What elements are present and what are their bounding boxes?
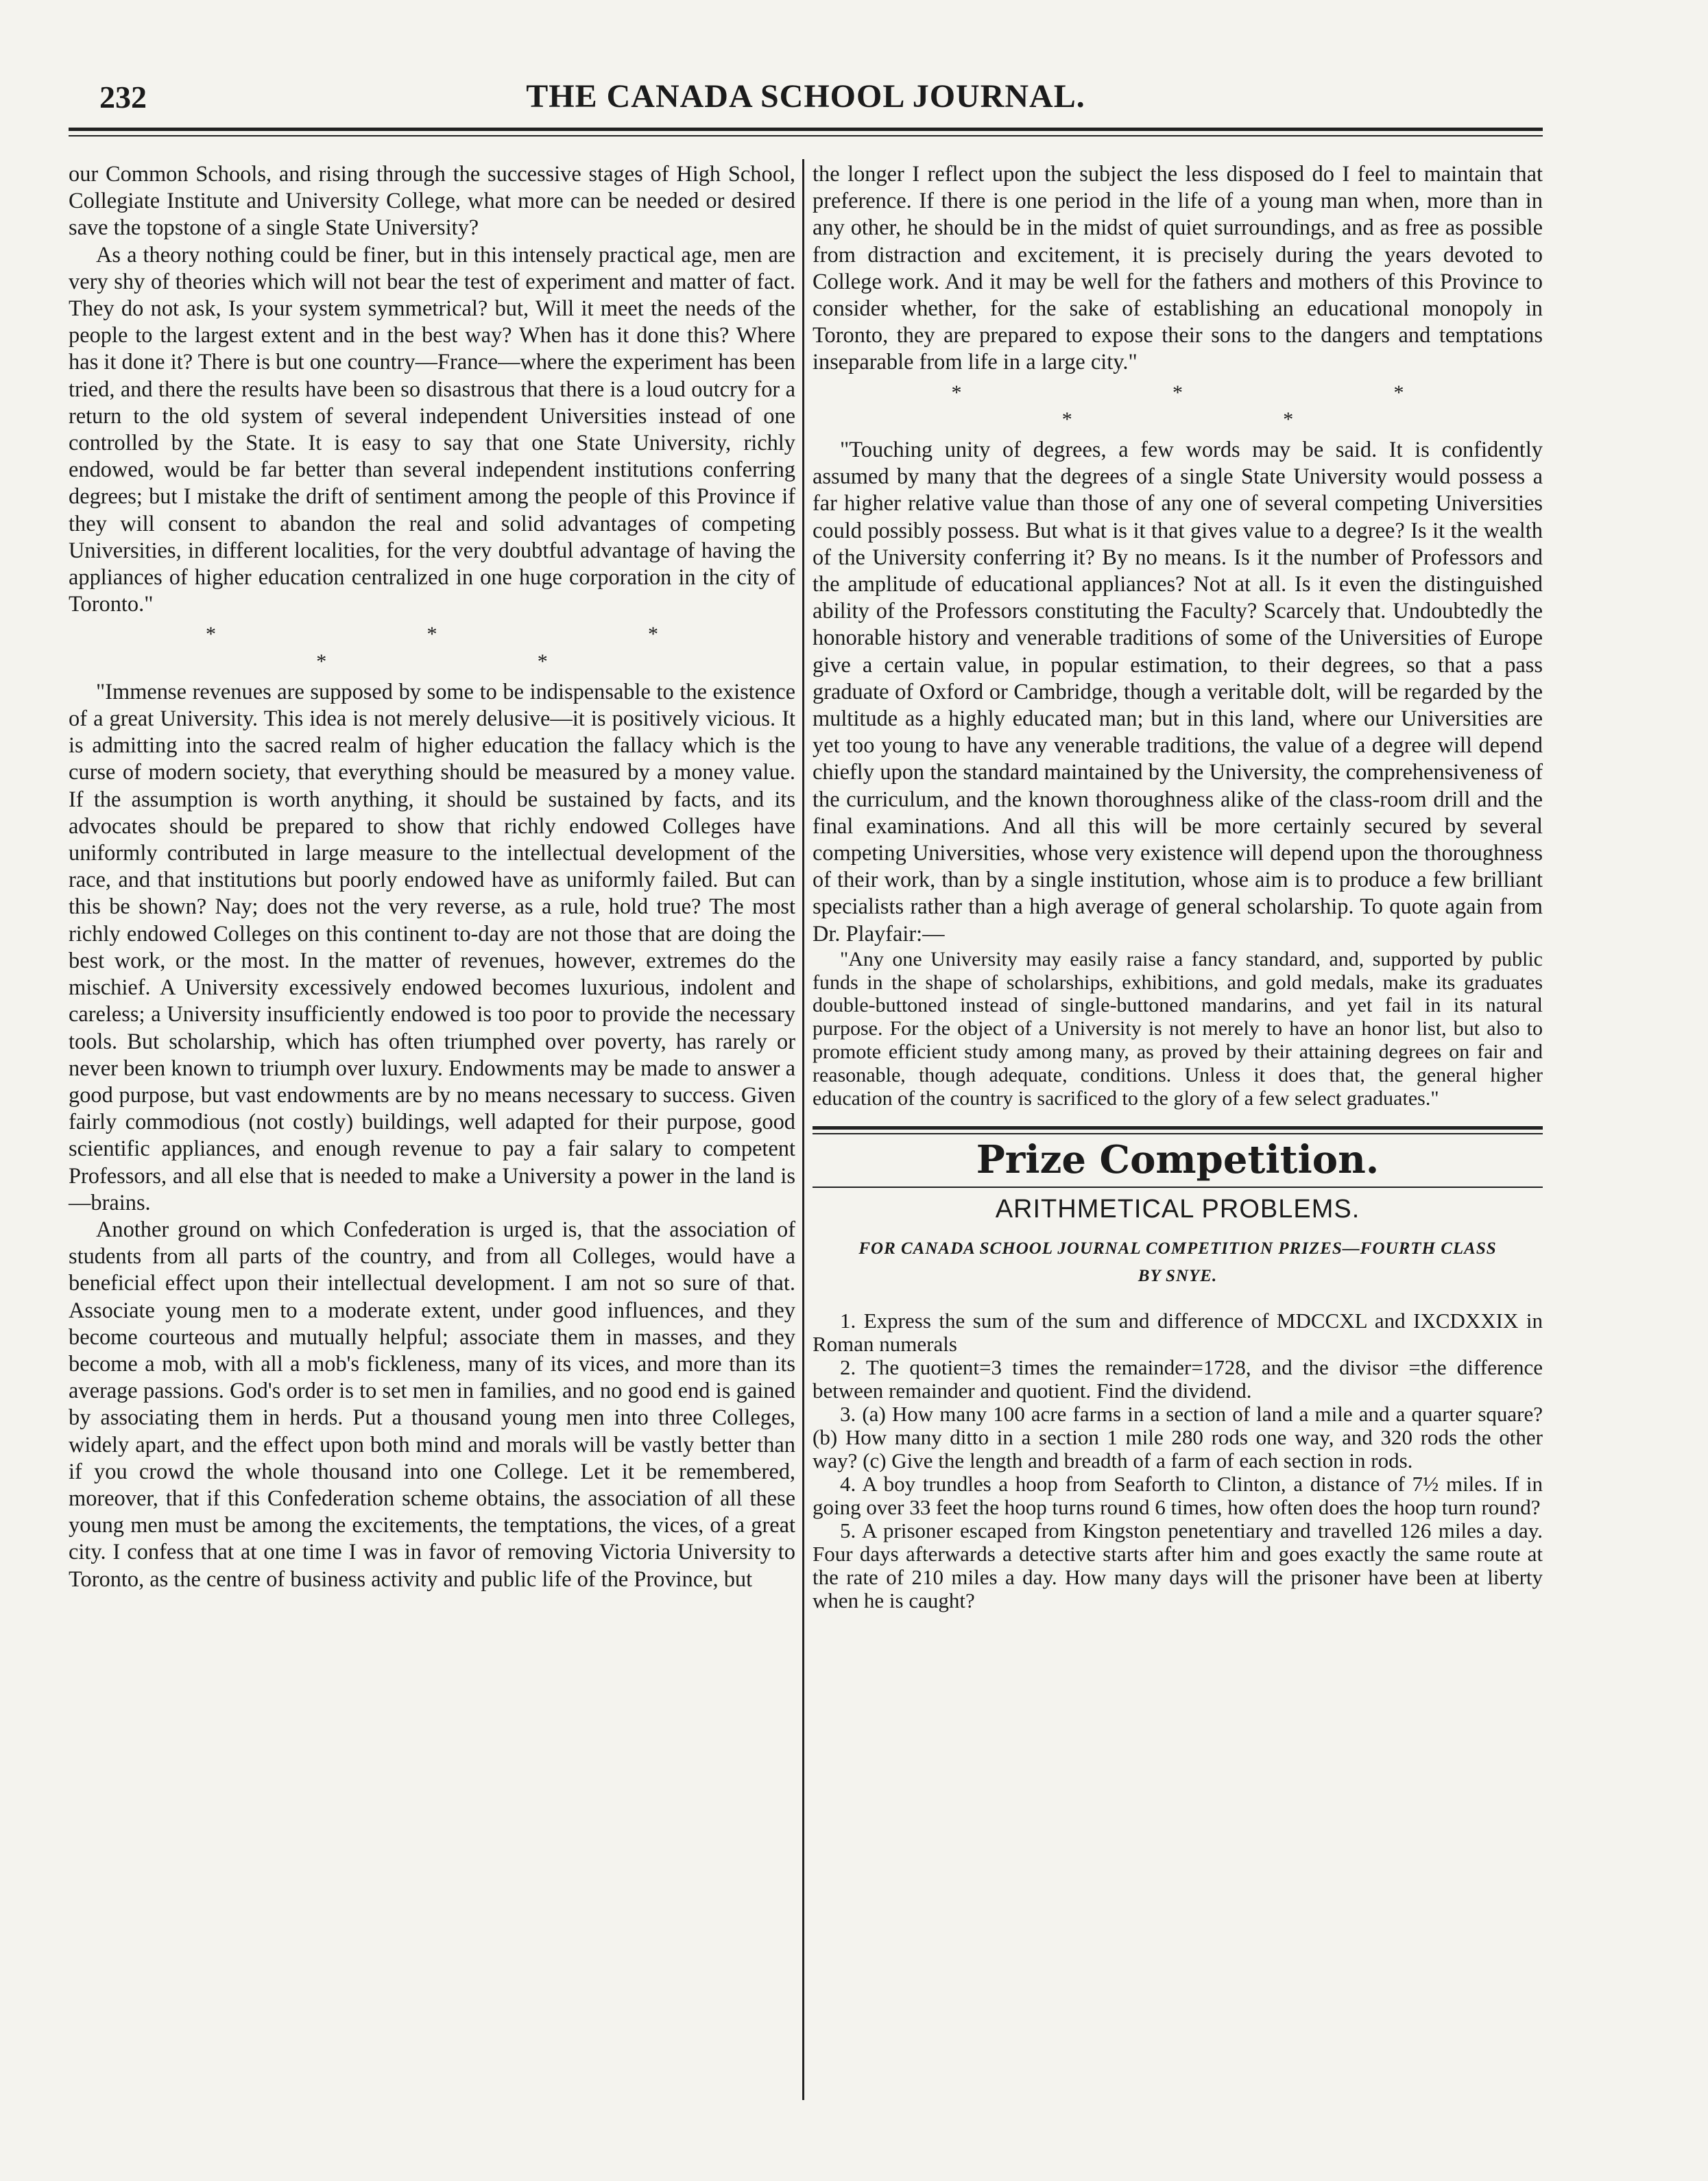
right-column [813,161,1543,1612]
left-paragraph-1: our Common Schools, and rising through the successive stages of High School, Collegiate Institute and University College, what more can be needed or desired save the topstone of a single State University? [69,162,795,241]
right-paragraph-1: the longer I reflect upon the subject the less disposed do I feel to maintain that preference. If there is one period in the life of a young man when, more than in any other, he should be in the midst of quiet surroundings, and as free as possible from distraction and excitement, it is precisely during the years devoted to College work. And it may be well for the fathers and mothers of this Province to consider whether, for the sake of establishing an educational monopoly in Toronto, they are prepared to expose their sons to the dangers and temptations inseparable from life in a large city." [813,162,1543,375]
title-rule [813,1187,1543,1188]
problem-item: 3. (a) How many 100 acre farms in a section of land a mile and a quarter square? (b) How many ditto in a section 1 mile 280 rods one way, and 320 rods the other way? (c) Give the length and breadth of a farm of each section in rods. [813,1401,1543,1473]
competition-subheading [813,1235,1543,1290]
page-header [69,65,1543,127]
journal-title: THE CANADA SCHOOL JOURNAL. [526,78,1085,115]
left-paragraph-2: As a theory nothing could be finer, but in this intensely practical age, men are very shy of theories which will not bear the test of experiment and matter of fact. They do not ask, Is your system symmetrical? but, Will it meet the needs of the people to the largest extent and in the best way? When has it done this? Where has it done it? There is but one country—France—where the experiment has been tried, and there the results have been so disastrous that there is a loud outcry for a return to the old system of several independent Universities instead of one controlled by the State. It is easy to say that one State University, richly endowed, would be far better than several independent institutions conferring degrees; but I mistake the drift of sentiment among the people of this Province if they will consent to abandon the real and solid advantages of competing Universities, in different localities, for the very doubtful advantage of having the appliances of higher education centralized in one huge corporation in the city of Toronto." [69,242,795,617]
problem-item: 1. Express the sum of the sum and difference of MDCCXL and IXCDXXIX in Roman numerals [813,1308,1543,1356]
problem-item: 2. The quotient=3 times the remainder=1728, and the divisor =the difference between remainder and quotient. Find the dividend. [813,1355,1543,1403]
prize-competition-title: Prize Competition. [976,1137,1380,1183]
arithmetical-problems-heading: ARITHMETICAL PROBLEMS. [995,1194,1360,1224]
competition-subheading-line-1: FOR CANADA SCHOOL JOURNAL COMPETITION PRIZES—FOURTH CLASS [858,1239,1497,1258]
left-paragraph-3: "Immense revenues are supposed by some to be indispensable to the existence of a great University. This idea is not merely delusive—it is positively vicious. It is admitting into the sacred realm of higher education the fallacy which is the curse of modern society, that everything should be measured by a money value. If the assumption is worth anything, it should be sustained by facts, and its advocates should be prepared to show that richly endowed Colleges have uniformly contributed in large measure to the intellectual development of the race, and that institutions but poorly endowed have as uniformly failed. But can this be shown? Nay; does not the very reverse, as a rule, hold true? The most richly endowed Colleges on this continent to-day are not those that are doing the best work, or the most. In the matter of revenues, however, extremes do the mischief. A University excessively endowed becomes luxurious, indolent and careless; a University insufficiently endowed is too poor to provide the necessary tools. But scholarship, which has often triumphed over poverty, has rarely or never been known to triumph over luxury. Endowments may be made to answer a good purpose, but vast endowments are by no means necessary to success. Given fairly commodious (not costly) buildings, well adapted for their purpose, good scientific appliances, and enough revenue to pay a fair salary to competent Professors, and all else that is needed to make a University a power in the land is—brains. [69,679,795,1215]
section-break-stars: * * * * * [206,623,761,673]
playfair-quote: "Any one University may easily raise a fancy standard, and, supported by public funds in the shape of scholarships, exhibitions, and gold medals, make its graduates double-buttoned instead of single-buttoned mandarins, and yet fail in its natural purpose. For the object of a University is not merely to have an honor list, but also to promote efficient study among many, as proved by their attaining degrees on fair and reasonable, though adequate, conditions. Unless it does that, the general higher education of the country is sacrificed to the glory of a few select graduates." [813,947,1543,1110]
problem-item: 5. A prisoner escaped from Kingston penetentiary and travelled 126 miles a day. Four days afterwards a detective starts after him and goes exactly the same route at the rate of 210 miles a day. How many days will the prisoner have been at liberty when he is caught? [813,1518,1543,1612]
section-break-stars: * * * * * [951,381,1507,431]
competition-subheading-line-2: BY SNYE. [1138,1266,1218,1285]
column-divider [802,159,804,2100]
header-rule [69,128,1543,136]
left-column [69,161,795,1593]
right-paragraph-2: "Touching unity of degrees, a few words may be said. It is confidently assumed by many that the degrees of a single State University would possess a far higher relative value than those of any one of several competing Universities could possibly possess. But what is it that gives value to a degree? Is it the wealth of the University conferring it? By no means. Is it the number of Professors and the amplitude of educational appliances? Not at all. Is it even the distinguished ability of the Professors constituting the Faculty? Scarcely that. Undoubtedly the honorable history and venerable traditions of some of the Universities of Europe give a certain value, in popular estimation, to their degrees, so that a pass graduate of Oxford or Cambridge, though a veritable dolt, will be regarded by the multitude as a highly educated man; but in this land, where our Universities are yet too young to have any venerable traditions, the value of a degree will depend chiefly upon the standard maintained by the University, the comprehensiveness of the curriculum, and the known thoroughness alike of the class-room drill and the final examinations. And all this will be more certainly secured by several competing Universities, whose very existence will depend upon the thoroughness of their work, than by a single institution, whose aim is to produce a few brilliant specialists rather than a high average of general scholarship. To quote again from Dr. Playfair:— [813,438,1543,946]
section-rule [813,1126,1543,1134]
problem-item: 4. A boy trundles a hoop from Seaforth to Clinton, a distance of 7½ miles. If in going over 33 feet the hoop turns round 6 times, how often does the hoop turn round? [813,1471,1543,1519]
page-number: 232 [99,80,147,115]
left-paragraph-4: Another ground on which Confederation is urged is, that the association of students from all parts of the country, and from all Colleges, would have a beneficial effect upon their intellectual development. I am not so sure of that. Associate young men to a moderate extent, under good influences, and they become courteous and mutually helpful; associate them in masses, and they become a mob, with all a mob's fickleness, many of its vices, and more than its average passions. God's order is to set men in families, and no good end is gained by associating them in herds. Put a thousand young men into three Colleges, widely apart, and the effect upon both mind and morals will be vastly better than if you crowd the whole thousand into one College. Let it be remembered, moreover, that if this Confederation scheme obtains, the association of all these young men must be among the excitements, the temptations, the vices, of a great city. I confess that at one time I was in favor of removing Victoria University to Toronto, as the centre of business activity and public life of the Province, but [69,1217,795,1592]
